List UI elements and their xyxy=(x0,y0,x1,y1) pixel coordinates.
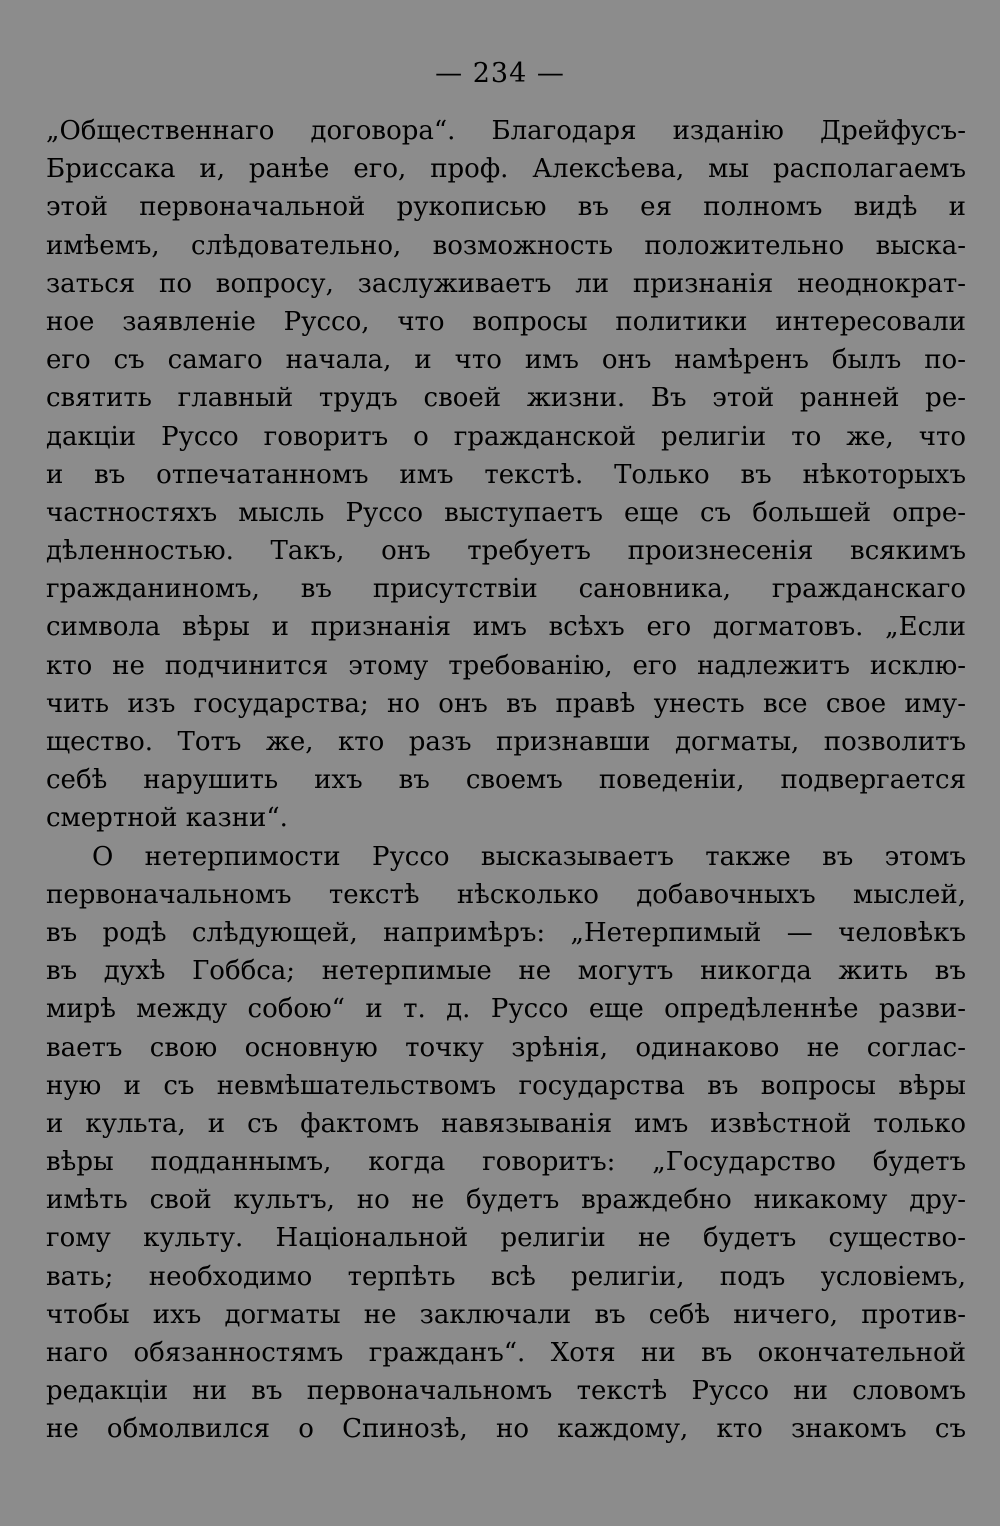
page-number: — 234 — xyxy=(435,58,565,89)
paragraph-2 xyxy=(46,838,966,1449)
text-line: ваетъ свою основную точку зрѣнія, одинаково не соглас- xyxy=(46,1032,966,1063)
text-line: редакціи ни въ первоначальномъ текстѣ Руссо ни словомъ xyxy=(46,1376,966,1407)
text-line: гому культу. Національной религіи не будетъ существо- xyxy=(46,1223,966,1254)
text-line: себѣ нарушить ихъ въ своемъ поведеніи, подвергается xyxy=(46,765,966,796)
text-line: ную и съ невмѣшательствомъ государства въ вопросы вѣры xyxy=(46,1070,966,1101)
text-line: въ родѣ слѣдующей, напримѣръ: „Нетерпимый — человѣкъ xyxy=(46,917,966,948)
text-line: О нетерпимости Руссо высказываетъ также въ этомъ xyxy=(92,841,966,872)
text-line: дакціи Руссо говоритъ о гражданской религіи то же, что xyxy=(46,421,966,452)
text-line: гражданиномъ, въ присутствіи сановника, гражданскаго xyxy=(46,574,966,605)
text-line: въ духѣ Гоббса; нетерпимые не могутъ никогда жить въ xyxy=(46,956,966,987)
text-line: этой первоначальной рукописью въ ея полномъ видѣ и xyxy=(46,192,966,223)
text-line: чтобы ихъ догматы не заключали въ себѣ ничего, против- xyxy=(46,1299,966,1330)
text-line: частностяхъ мысль Руссо выступаетъ еще съ большей опре- xyxy=(46,497,966,528)
text-line: имѣемъ, слѣдовательно, возможность положительно выска- xyxy=(46,230,966,261)
text-line: не обмолвился о Спинозѣ, но каждому, кто знакомъ съ xyxy=(46,1414,966,1445)
text-line: кто не подчинится этому требованію, его надлежитъ исклю- xyxy=(46,650,966,681)
text-line: дѣленностью. Такъ, онъ требуетъ произнесенія всякимъ xyxy=(46,536,966,567)
body-text xyxy=(46,112,966,1449)
text-line: смертной казни“. xyxy=(46,803,288,834)
text-line: Бриссака и, ранѣе его, проф. Алексѣева, мы располагаемъ xyxy=(46,154,966,185)
text-line: наго обязанностямъ гражданъ“. Хотя ни въ окончательной xyxy=(46,1338,966,1368)
text-line: ное заявленіе Руссо, что вопросы политики интересовали xyxy=(46,306,966,337)
text-line: и въ отпечатанномъ имъ текстѣ. Только въ нѣкоторыхъ xyxy=(46,459,966,490)
paragraph-1 xyxy=(46,112,966,838)
text-line: символа вѣры и признанія имъ всѣхъ его догматовъ. „Если xyxy=(46,612,966,643)
text-line: щество. Тотъ же, кто разъ признавши догматы, позволитъ xyxy=(46,727,966,757)
text-line: святить главный трудъ своей жизни. Въ этой ранней ре- xyxy=(46,383,966,414)
text-line: и культа, и съ фактомъ навязыванія имъ извѣстной только xyxy=(46,1108,966,1139)
text-line: вать; необходимо терпѣть всѣ религіи, подъ условіемъ, xyxy=(46,1261,966,1292)
text-line: мирѣ между собою“ и т. д. Руссо еще опредѣленнѣе разви- xyxy=(46,994,966,1025)
text-line: первоначальномъ текстѣ нѣсколько добавочныхъ мыслей, xyxy=(46,879,966,910)
text-line: чить изъ государства; но онъ въ правѣ унесть все свое иму- xyxy=(46,688,966,719)
text-line: его съ самаго начала, и что имъ онъ намѣренъ былъ по- xyxy=(46,345,966,376)
text-line: заться по вопросу, заслуживаетъ ли признанія неоднократ- xyxy=(46,268,966,299)
text-line: имѣть свой культъ, но не будетъ враждебно никакому дру- xyxy=(46,1185,966,1216)
text-line: вѣры подданнымъ, когда говоритъ: „Государство будетъ xyxy=(46,1147,966,1178)
text-line: „Общественнаго договора“. Благодаря изданію Дрейфусъ- xyxy=(46,116,966,146)
